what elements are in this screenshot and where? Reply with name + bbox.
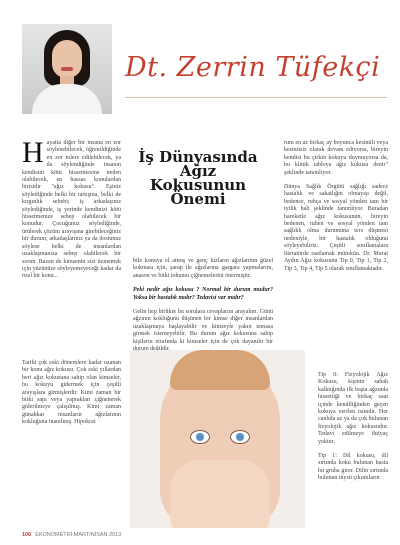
article-paragraph: Gelin hep birlikte bu sorulara cevaplarını arayalım. Günü ağzının kokluğunu düşünen bir kimse diğer insanlardan uzaklaşmaya başlayabilir ve kimseyle yakın temasa girmek istemeyebilir. Bu durum ağız kokusuna sahip kişilerin etrafında ki kimseler için de çok dayanılır bir [133, 309, 273, 345]
article-paragraph [22, 136, 121, 281]
magazine-name: EKONOMETRİ MART/NİSAN 2013 [35, 532, 122, 538]
article-paragraph: rum en az birkaç ay boyunca kesintili veya kesintisiz olarak devam ediyorsa, bireyin kendisi bu çirkin kokuyu duymuyorsa da, bu klinik tabloya ağız kokusu denir" şeklinde tanımlıyor. [284, 140, 388, 176]
page-number: 106 [22, 532, 32, 538]
article-question: Peki nedir ağız kokusu ? Normal bir durum mudur? Yoksa bir hastalık mıdır? Tedavisi var mıdır? [133, 287, 273, 301]
article-paragraph: Dünya Sağlık Örgütü sağlığı sadece hastalık ve sakatlığın olmayışı değil, bedence, ruhça ve sosyal yönden tam bir iyilik hali şeklinde tanımlıyor. Buradan hareketle ağız kokusunun, bireyin bedenen, ruhen ve sosyal yönden tam sağlıklı olma durumuna ters düşmesi nedeniyle, bir hastalık olduğunu söyleyebiliriz. Çeşitli sınıflamalara literatürde rastlamak mümkün. Dr. Murat Aydın Ağız kokusunu Tip 0, Tip 1, Tip 2, Tip 3, Tip 4, Tip 5 olarak sınıflamaktadır. [284, 184, 388, 272]
eye-icon [190, 430, 210, 444]
article-title: İş Dünyasında Ağız Kokusunun Önemi [138, 148, 258, 208]
article-paragraph: Tarihi çok eski dönemlere kadar uzanan bir konu ağız kokusu. Çok eski yıllardan beri ağız kokusuna sahip olan kimseler, bu kokuyu gidermek için çeşitli arayışlara girmişlerdir. Kimi zaman bir bitki sapı veya yaprakları çiğnenerek giderilmeye çalışılmış. Kimi zaman günahkar insanların ağızlarının kokluğuna inanılmış. Hipokrat [22, 360, 121, 426]
page-footer [22, 532, 121, 538]
column-3-bottom [318, 372, 388, 490]
paragraph-text: ayatta diğer bir insana en zor söylenebilecek, öğrenildiğinde en zor tolere edilebilecek, ya da söylendiğinde insanın kendisini kötü hissetmesine neden olabilecek, en hassas konulardan birisidir "ağız kokusu". Eşiniz söylediğinde belki bir tartışma, belki de kırgınlık sebebi; iş arkadaşınız söylediğinde, iş yerinde kendinizi kötü hissetmenize sebep olabilecek bir konudur. Çocuğunuz söylediğinde, ürülerek çözüm arayışına girebileceğiniz bir durum, arkadaşlarınız ya da dostunuz söylese belki de insanlardan uzaklaşmanıza sebep olabilecek bir sorun. Bazen de kimsenin sizi üzmemek için yüzünüze söyleyemeyeceği kadar da özel bir konu... [22, 140, 121, 280]
eye-icon [230, 430, 250, 444]
page-header [0, 0, 400, 118]
author-portrait [22, 24, 112, 114]
hand-over-mouth [170, 460, 270, 528]
author-name: Dt. Zerrin Tüfekçi [125, 52, 381, 83]
drop-cap: H [22, 136, 44, 169]
article-paragraph: bile konuya el atmış ve genç kızların ağızlarının güzel kokması için, şarap ile ağızlarına gargara yapmalarını, anason ve bitki tohumu çiğnemelerini önermiştir. [133, 258, 273, 279]
article-paragraph: Tip 1: Dil kokusu, dil sırtında koku bulunan hasta bu gruba girer. Dilin sırtında bulunan tüysü çıkıntıların [318, 453, 388, 482]
column-3-top [284, 140, 388, 280]
article-paragraph: Tip 0: Fizyolojik Ağız Kokusu, kişinin sabah kalktığında ilk başta ağzında hissettiği ve birkaç saat içinde kendiliğinden geçen kokuya verilen isimdir. Her canlıda az ya da çok bulunan fizyolojik ağız kokusudur. Tedavi edilmeye ihtiyaç yoktur. [318, 372, 388, 445]
column-1-bottom [22, 360, 121, 434]
column-1-top [22, 136, 121, 288]
article-photo [130, 350, 305, 528]
header-divider [125, 97, 387, 98]
